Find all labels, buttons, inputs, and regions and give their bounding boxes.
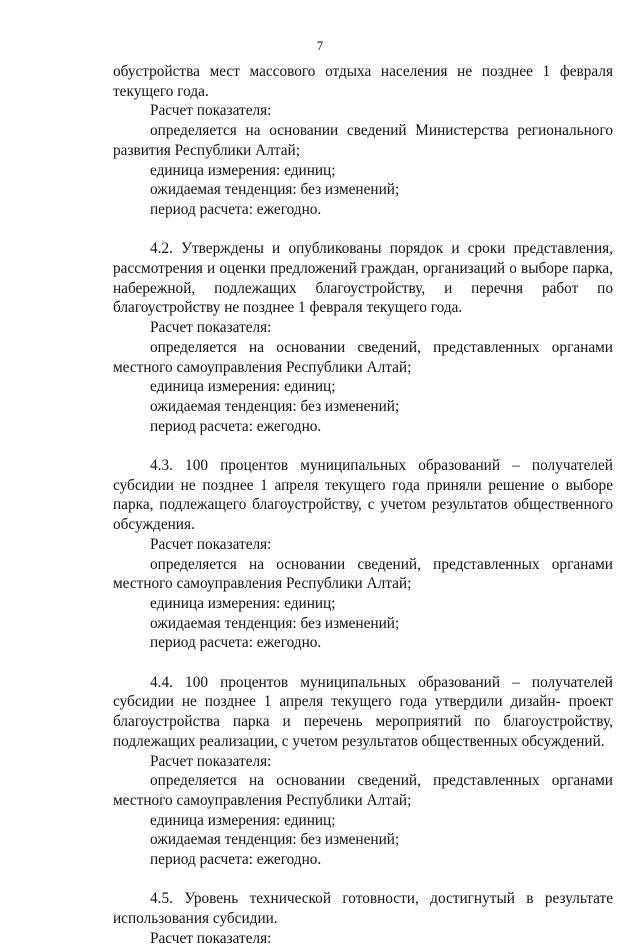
calculation-heading: Расчет показателя:	[150, 102, 272, 120]
spacer	[113, 653, 613, 673]
calculation-heading: Расчет показателя:	[150, 319, 272, 337]
period-text: период расчета: ежегодно.	[150, 634, 322, 652]
period-text: период расчета: ежегодно.	[150, 851, 322, 869]
trend-text: ожидаемая тенденция: без изменений;	[150, 181, 400, 199]
paragraph-continuation: обустройства мест массового отдыха населения не позднее 1 февраля текущего года.	[113, 63, 613, 100]
paragraph-4-4: 4.4. 100 процентов муниципальных образований – получателей субсидии не позднее 1 апреля текущего года утвердили дизайн- проект благоустройства парка и перечень мероприятий по благоустройству, подлежащих реализации, с учетом результатов общественных обсуждений.	[113, 673, 613, 750]
paragraph-4-3: 4.3. 100 процентов муниципальных образований – получателей субсидии не позднее 1 апреля текущего года приняли решение о выборе парка, подлежащего благоустройству, с учетом результатов общественного обсуждения.	[113, 457, 613, 534]
document-body	[113, 62, 613, 949]
calculation-heading: Расчет показателя:	[150, 752, 272, 770]
paragraph-4-2: 4.2. Утверждены и опубликованы порядок и сроки представления, рассмотрения и оценки предложений граждан, организаций о выборе парка, набережной, подлежащих благоустройству, и перечня работ по благоустройству не позднее 1 февраля текущего года.	[113, 240, 613, 317]
definition-text: определяется на основании сведений, представленных органами местного самоуправления Республики Алтай;	[113, 338, 613, 376]
calculation-heading: Расчет показателя:	[150, 535, 272, 553]
page-number: 7	[316, 38, 324, 53]
trend-text: ожидаемая тенденция: без изменений;	[150, 397, 400, 415]
unit-text: единица измерения: единиц;	[150, 594, 336, 612]
period-text: период расчета: ежегодно.	[150, 417, 322, 435]
definition-text: определяется на основании сведений Министерства регионального развития Республики Алтай;	[113, 122, 613, 159]
unit-text: единица измерения: единиц;	[150, 161, 336, 179]
trend-text: ожидаемая тенденция: без изменений;	[150, 831, 400, 849]
unit-text: единица измерения: единиц;	[150, 811, 336, 829]
unit-text: единица измерения: единиц;	[150, 378, 336, 396]
spacer	[113, 220, 613, 240]
calculation-heading: Расчет показателя:	[150, 929, 272, 947]
spacer	[113, 870, 613, 890]
trend-text: ожидаемая тенденция: без изменений;	[150, 614, 400, 632]
spacer	[113, 436, 613, 456]
definition-text: определяется на основании сведений, представленных органами местного самоуправления Республики Алтай;	[113, 555, 613, 593]
definition-text: определяется на основании сведений, представленных органами местного самоуправления Республики Алтай;	[113, 772, 613, 809]
paragraph-4-5: 4.5. Уровень технической готовности, достигнутый в результате использования субсидии.	[113, 890, 613, 928]
period-text: период расчета: ежегодно.	[150, 200, 322, 218]
